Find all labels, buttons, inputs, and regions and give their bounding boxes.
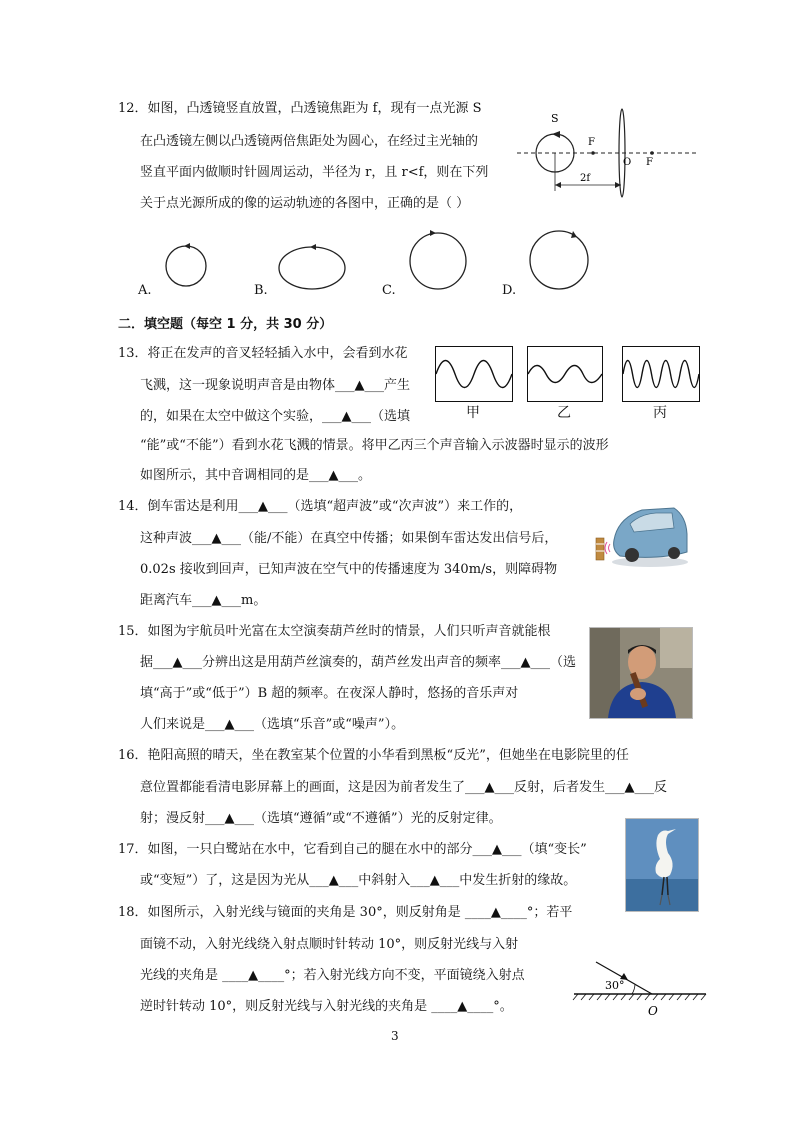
option-b-trajectory bbox=[274, 242, 350, 294]
option-a-label: A. bbox=[138, 283, 152, 298]
label-o: O bbox=[623, 157, 632, 168]
q14-line-2: 这种声波___▲___（能/不能）在真空中传播；如果倒车雷达发出信号后， bbox=[140, 531, 558, 546]
option-d-trajectory bbox=[527, 228, 591, 292]
q17-line-1: 17．如图，一只白鹭站在水中，它看到自己的腿在水中的部分___▲___（填“变长” bbox=[118, 842, 587, 857]
option-b-label: B. bbox=[254, 283, 268, 298]
q13-line-4: “能”或“不能”）看到水花飞溅的情景。将甲乙丙三个声音输入示波器时显示的波形 bbox=[140, 438, 609, 453]
page-number: 3 bbox=[391, 1029, 399, 1043]
point-o-label: O bbox=[648, 1004, 658, 1018]
caption-bing: 丙 bbox=[653, 405, 667, 421]
q16-line-2: 意位置都能看清电影屏幕上的画面，这是因为前者发生了___▲___反射，后者发生___▲___反 bbox=[140, 780, 667, 795]
q16-line-1: 16．艳阳高照的晴天，坐在教室某个位置的小华看到黑板“反光”，但她坐在电影院里的任 bbox=[118, 748, 629, 763]
q13-line-3: 的，如果在太空中做这个实验，___▲___（选填 bbox=[140, 409, 410, 424]
astronaut-photo bbox=[589, 627, 693, 719]
label-f-left: F bbox=[588, 137, 595, 148]
label-f-right: F bbox=[646, 157, 653, 168]
waveform-yi bbox=[527, 346, 603, 402]
label-2f: 2f bbox=[580, 173, 591, 184]
car-radar-image bbox=[590, 500, 690, 572]
q14-line-1: 14．倒车雷达是利用___▲___（选填“超声波”或“次声波”）来工作的， bbox=[118, 499, 523, 514]
egret-photo bbox=[625, 818, 699, 912]
q15-line-4: 人们来说是___▲___（选填“乐音”或“噪声”）。 bbox=[140, 717, 405, 732]
q18-line-1: 18．如图所示，入射光线与镜面的夹角是 30°，则反射角是 ____▲____°；若平 bbox=[118, 905, 573, 920]
mirror-diagram bbox=[570, 958, 710, 1020]
option-a-trajectory bbox=[160, 240, 212, 292]
q15-line-2: 据___▲___分辨出这是用葫芦丝演奏的，葫芦丝发出声音的频率___▲___（选 bbox=[140, 655, 576, 670]
angle-label: 30° bbox=[605, 979, 625, 992]
caption-jia: 甲 bbox=[466, 405, 480, 421]
q13-line-1: 13．将正在发声的音叉轻轻插入水中，会看到水花 bbox=[118, 346, 408, 361]
q18-line-3: 光线的夹角是 ____▲____°；若入射光线方向不变，平面镜绕入射点 bbox=[140, 968, 525, 983]
q14-line-3: 0.02s 接收到回声，已知声波在空气中的传播速度为 340m/s，则障碍物 bbox=[140, 562, 558, 577]
q15-line-1: 15．如图为宇航员叶光富在太空演奏葫芦丝时的情景，人们只听声音就能根 bbox=[118, 624, 551, 639]
q14-line-4: 距离汽车___▲___m。 bbox=[140, 593, 267, 608]
caption-yi: 乙 bbox=[557, 405, 571, 421]
waveform-jia bbox=[435, 346, 513, 402]
q13-line-2: 飞溅，这一现象说明声音是由物体___▲___产生 bbox=[140, 378, 410, 393]
q18-line-4: 逆时针转动 10°，则反射光线与入射光线的夹角是 ____▲____°。 bbox=[140, 999, 513, 1014]
option-c-trajectory bbox=[406, 230, 470, 292]
q15-line-3: 填“高于”或“低于”）B 超的频率。在夜深人静时，悠扬的音乐声对 bbox=[140, 686, 519, 701]
lens-diagram bbox=[512, 105, 702, 217]
section-2-title: 二．填空题（每空 1 分，共 30 分） bbox=[118, 317, 333, 332]
option-c-label: C. bbox=[382, 283, 396, 298]
q12-line-2: 在凸透镜左侧以凸透镜两倍焦距处为圆心，在经过主光轴的 bbox=[140, 134, 479, 149]
label-s: S bbox=[551, 112, 559, 125]
q12-line-3: 竖直平面内做顺时针圆周运动，半径为 r，且 r<f，则在下列 bbox=[140, 165, 489, 180]
q17-line-2: 或“变短”）了，这是因为光从___▲___中斜射入___▲___中发生折射的缘故。 bbox=[140, 873, 577, 888]
waveform-bing bbox=[622, 346, 700, 402]
q12-line-1: 12．如图，凸透镜竖直放置，凸透镜焦距为 f，现有一点光源 S bbox=[118, 101, 482, 116]
q13-line-5: 如图所示，其中音调相同的是___▲___。 bbox=[140, 468, 371, 483]
q12-line-4: 关于点光源所成的像的运动轨迹的各图中，正确的是（ ） bbox=[140, 196, 470, 211]
option-d-label: D. bbox=[502, 283, 517, 298]
q18-line-2: 面镜不动，入射光线绕入射点顺时针转动 10°，则反射光线与入射 bbox=[140, 937, 519, 952]
q16-line-3: 射；漫反射___▲___（选填“遵循”或“不遵循”）光的反射定律。 bbox=[140, 811, 502, 826]
